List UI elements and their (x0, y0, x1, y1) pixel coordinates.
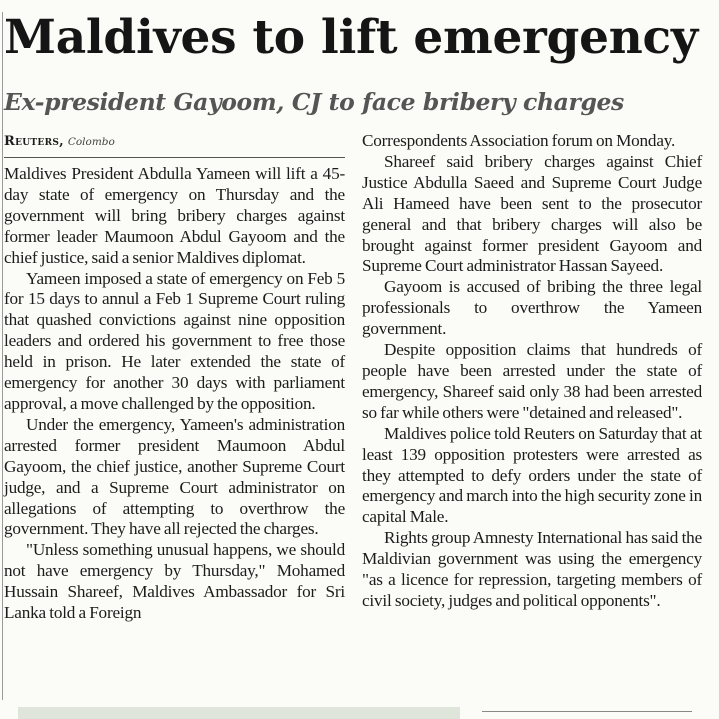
article-column-left (4, 164, 345, 624)
paragraph: Gayoom is accused of bribing the three legal professionals to overthrow the Yameen government. (362, 277, 702, 339)
headline: Maldives to lift emergency (4, 10, 698, 65)
paragraph-continued: Correspondents Association forum on Monday. (362, 131, 676, 150)
paragraph: Despite opposition claims that hundreds of people have been arrested under the state of emergency, Shareef said only 38 had been arrested so far while others were "detained and released". (362, 340, 702, 422)
column-footer-rule (482, 711, 692, 712)
paragraph: Shareef said bribery charges against Chief Justice Abdulla Saeed and Supreme Court Judge Ali Hameed have been sent to the prosecutor general and that bribery charges will also be brought against former president Gayoom and Supreme Court administrator Hassan Sayeed. (362, 151, 702, 276)
byline (4, 132, 344, 151)
byline-divider (4, 157, 345, 158)
adjacent-article-strip (18, 707, 460, 719)
paragraph: Maldives President Abdulla Yameen will lift a 45-day state of emergency on Thursday and the government will bring bribery charges against former leader Maumoon Abdul Gayoom and the chief justice, said a senior Maldives diplomat. (4, 164, 345, 267)
paragraph: Maldives police told Reuters on Saturday that at least 139 opposition protesters were arrested as they attempted to defy orders under the state of emergency and march into the high security zone in capital Male. (362, 423, 702, 527)
paragraph: Yameen imposed a state of emergency on Feb 5 for 15 days to annul a Feb 1 Supreme Court ruling that quashed convictions against nine opposition leaders and ordered his government to free those held in prison. He later extended the state of emergency for another 30 days with parliament approval, a move challenged by the opposition. (4, 268, 345, 413)
page-edge-line (2, 12, 3, 700)
byline-agency: Reuters, (4, 134, 64, 149)
paragraph: Under the emergency, Yameen's administration arrested former president Maumoon Abdul Gayoom, the chief justice, another Supreme Court judge, and a Supreme Court administrator on allegations of attempting to overthrow the government. They have all rejected the charges. (4, 414, 345, 539)
subheadline: Ex-president Gayoom, CJ to face bribery charges (4, 88, 624, 116)
byline-place: Colombo (67, 136, 115, 148)
article-column-right (362, 131, 702, 612)
paragraph: "Unless something unusual happens, we should not have emergency by Thursday," Mohamed Hussain Shareef, Maldives Ambassador for Sri Lanka told a Foreign (4, 540, 345, 623)
paragraph: Rights group Amnesty International has said the Maldivian government was using the emergency "as a licence for repression, targeting members of civil society, judges and political opponents". (362, 528, 702, 610)
